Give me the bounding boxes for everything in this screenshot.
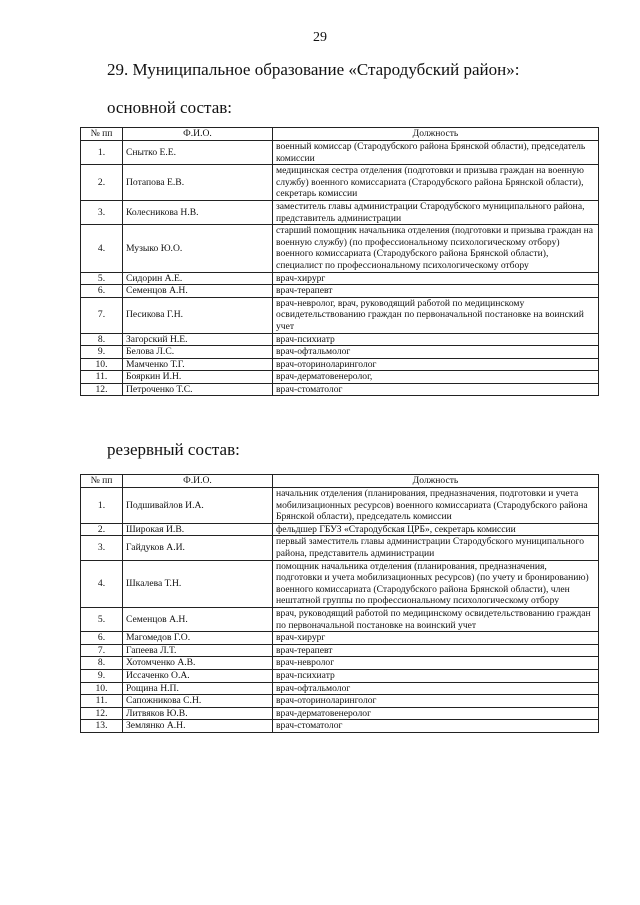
row-position: первый заместитель главы администрации Стародубского муниципального района, представитель администрации (273, 536, 599, 560)
table-row (81, 695, 599, 708)
header-position: Должность (273, 128, 599, 141)
row-name: Сидорин А.Е. (123, 272, 273, 285)
table-row (81, 297, 599, 333)
row-position: врач-дерматовенеролог, (273, 371, 599, 384)
row-position: врач-терапевт (273, 644, 599, 657)
row-name: Сапожникова С.Н. (123, 695, 273, 708)
row-position: помощник начальника отделения (планирования, предназначения, подготовки и учета мобилизационных ресурсов) (по учету и бронированию) военного комиссариата (Стародубского района Брянской области), член нештатной группы по профессиональному психологическому отбору (273, 560, 599, 607)
row-position: врач-психиатр (273, 333, 599, 346)
row-number: 6. (81, 285, 123, 298)
table-row (81, 488, 599, 524)
row-name: Шкалева Т.Н. (123, 560, 273, 607)
header-position: Должность (273, 475, 599, 488)
row-name: Землянко А.Н. (123, 720, 273, 733)
row-position: медицинская сестра отделения (подготовки и призыва граждан на военную службу) военного комиссариата (Стародубского района Брянской области), секретарь комиссии (273, 165, 599, 201)
row-number: 3. (81, 200, 123, 224)
row-number: 7. (81, 297, 123, 333)
row-number: 4. (81, 225, 123, 272)
row-position: врач-хирург (273, 632, 599, 645)
row-position: врач-офтальмолог (273, 682, 599, 695)
row-position: врач-невролог, врач, руководящий работой по медицинскому освидетельствованию граждан по первоначальной постановке на воинский учет (273, 297, 599, 333)
row-name: Подшивайлов И.А. (123, 488, 273, 524)
row-number: 8. (81, 657, 123, 670)
table-row (81, 333, 599, 346)
section-heading: 29. Муниципальное образование «Стародубский район»: (107, 60, 520, 79)
row-position: фельдшер ГБУЗ «Стародубская ЦРБ», секретарь комиссии (273, 523, 599, 536)
row-position: врач, руководящий работой по медицинскому освидетельствованию граждан по первоначальной постановке на воинский учет (273, 607, 599, 631)
row-name: Семенцов А.Н. (123, 285, 273, 298)
row-number: 2. (81, 523, 123, 536)
table-row (81, 371, 599, 384)
table-row (81, 383, 599, 396)
row-name: Колесникова Н.В. (123, 200, 273, 224)
row-name: Мамченко Т.Г. (123, 358, 273, 371)
row-number: 9. (81, 669, 123, 682)
row-name: Музыко Ю.О. (123, 225, 273, 272)
table-row (81, 358, 599, 371)
table-row (81, 225, 599, 272)
row-name: Снытко Е.Е. (123, 141, 273, 165)
row-name: Петроченко Т.С. (123, 383, 273, 396)
row-position: врач-невролог (273, 657, 599, 670)
row-number: 12. (81, 707, 123, 720)
row-position: врач-психиатр (273, 669, 599, 682)
table-row (81, 644, 599, 657)
row-position: врач-хирург (273, 272, 599, 285)
row-position: врач-дерматовенеролог (273, 707, 599, 720)
row-name: Потапова Е.В. (123, 165, 273, 201)
row-name: Песикова Г.Н. (123, 297, 273, 333)
table-row (81, 346, 599, 359)
main-composition-table (80, 127, 599, 396)
row-name: Бояркин И.Н. (123, 371, 273, 384)
table-row (81, 560, 599, 607)
table-row (81, 523, 599, 536)
page-number: 29 (313, 30, 327, 45)
table-row (81, 657, 599, 670)
reserve-composition-table (80, 474, 599, 733)
row-position: заместитель главы администрации Стародубского муниципального района, представитель администрации (273, 200, 599, 224)
header-fio: Ф.И.О. (123, 475, 273, 488)
table-row (81, 682, 599, 695)
row-number: 9. (81, 346, 123, 359)
row-name: Магомедов Г.О. (123, 632, 273, 645)
row-number: 6. (81, 632, 123, 645)
row-number: 1. (81, 488, 123, 524)
table-row (81, 632, 599, 645)
table-row (81, 200, 599, 224)
row-position: врач-стоматолог (273, 383, 599, 396)
table-row (81, 536, 599, 560)
row-name: Иссаченко О.А. (123, 669, 273, 682)
row-number: 10. (81, 682, 123, 695)
table-header-row (81, 128, 599, 141)
row-number: 10. (81, 358, 123, 371)
table-row (81, 165, 599, 201)
row-number: 2. (81, 165, 123, 201)
row-position: врач-оториноларинголог (273, 358, 599, 371)
table-row (81, 607, 599, 631)
row-number: 1. (81, 141, 123, 165)
row-name: Загорский Н.Е. (123, 333, 273, 346)
row-position: старший помощник начальника отделения (подготовки и призыва граждан на военную службу) (по профессиональному психологическому отбору) военного комиссариата (Стародубского района Брянской области), специалист по профессиональному психологическому отбору (273, 225, 599, 272)
row-number: 5. (81, 607, 123, 631)
table-row (81, 669, 599, 682)
row-number: 8. (81, 333, 123, 346)
row-number: 13. (81, 720, 123, 733)
row-name: Рощина Н.П. (123, 682, 273, 695)
row-number: 11. (81, 695, 123, 708)
row-name: Белова Л.С. (123, 346, 273, 359)
row-number: 3. (81, 536, 123, 560)
header-num: № пп (81, 475, 123, 488)
row-position: врач-оториноларинголог (273, 695, 599, 708)
row-position: начальник отделения (планирования, предназначения, подготовки и учета мобилизационных ресурсов) военного комиссариата (Стародубского района Брянской области), председатель комиссии (273, 488, 599, 524)
table-header-row (81, 475, 599, 488)
table-row (81, 285, 599, 298)
row-number: 7. (81, 644, 123, 657)
reserve-composition-title: резервный состав: (107, 440, 240, 459)
row-name: Широкая И.В. (123, 523, 273, 536)
row-name: Семенцов А.Н. (123, 607, 273, 631)
row-name: Хотомченко А.В. (123, 657, 273, 670)
row-name: Гайдуков А.И. (123, 536, 273, 560)
table-row (81, 272, 599, 285)
table-row (81, 720, 599, 733)
row-name: Литвяков Ю.В. (123, 707, 273, 720)
row-position: врач-терапевт (273, 285, 599, 298)
row-name: Гапеева Л.Т. (123, 644, 273, 657)
row-number: 11. (81, 371, 123, 384)
row-position: врач-стоматолог (273, 720, 599, 733)
header-num: № пп (81, 128, 123, 141)
table-row (81, 707, 599, 720)
header-fio: Ф.И.О. (123, 128, 273, 141)
row-position: врач-офтальмолог (273, 346, 599, 359)
row-number: 4. (81, 560, 123, 607)
row-position: военный комиссар (Стародубского района Брянской области), председатель комиссии (273, 141, 599, 165)
main-composition-title: основной состав: (107, 98, 232, 117)
table-row (81, 141, 599, 165)
row-number: 12. (81, 383, 123, 396)
row-number: 5. (81, 272, 123, 285)
